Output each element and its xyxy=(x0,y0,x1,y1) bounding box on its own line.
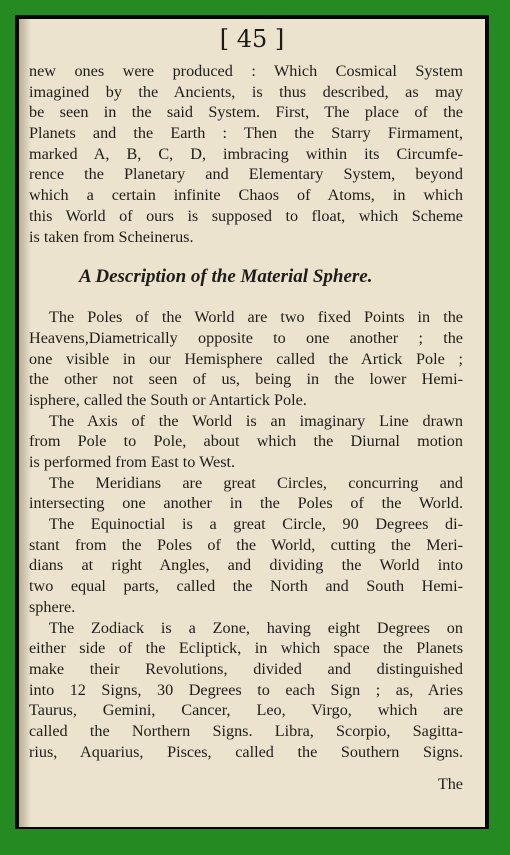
text-line: into 12 Signs, 30 Degrees to each Sign ; as, Aries xyxy=(29,680,463,699)
text-line: called the Northern Signs. Libra, Scorpio, Sagitta- xyxy=(29,721,463,740)
section-heading: A Description of the Material Sphere. xyxy=(79,266,373,288)
text-line: the other not seen of us, being in the lower Hemi- xyxy=(29,370,463,389)
text-line: is performed from East to West. xyxy=(29,453,236,471)
text-line: marked A, B, C, D, imbracing within its Circumfe- xyxy=(29,144,463,163)
text-line: from Pole to Pole, about which the Diurnal motion xyxy=(29,432,463,451)
text-line: one visible in our Hemisphere called the Artick Pole ; xyxy=(29,349,463,368)
text-line: two equal parts, called the North and South Hemi- xyxy=(29,577,463,596)
book-page xyxy=(19,19,485,827)
catchword: The xyxy=(437,775,463,793)
text-line: Planets and the Earth : Then the Starry Firmament, xyxy=(29,124,463,143)
text-line: Heavens,Diametrically opposite to one another ; the xyxy=(29,328,463,347)
text-line: The Zodiack is a Zone, having eight Degrees on xyxy=(49,618,463,637)
page-number: [ 45 ] xyxy=(219,25,285,53)
text-line: this World of ours is supposed to float, which Scheme xyxy=(29,206,463,225)
text-line: dians at right Angles, and dividing the World into xyxy=(29,556,463,575)
text-line: imagined by the Ancients, is thus described, as may xyxy=(29,82,463,101)
page-text xyxy=(29,61,463,762)
text-line: Taurus, Gemini, Cancer, Leo, Virgo, which are xyxy=(29,701,463,720)
text-line: new ones were produced : Which Cosmical System xyxy=(29,62,463,80)
text-line: either side of the Ecliptick, in which space the Planets xyxy=(29,639,463,658)
text-line: The Meridians are great Circles, concurring and xyxy=(49,473,463,492)
text-line: stant from the Poles of the World, cutting the Meri- xyxy=(29,535,463,554)
text-line: is taken from Scheinerus. xyxy=(29,227,194,246)
text-line: The Axis of the World is an imaginary Line drawn xyxy=(49,411,463,430)
text-line: The Equinoctial is a great Circle, 90 Degrees di- xyxy=(49,515,463,534)
text-line: be seen in the said System. First, The place of the xyxy=(29,103,463,122)
text-line: which a certain infinite Chaos of Atoms, in which xyxy=(29,186,463,205)
text-line: sphere. xyxy=(29,597,76,616)
text-line: intersecting one another in the Poles of the World. xyxy=(29,494,463,513)
text-line: rence the Planetary and Elementary System, beyond xyxy=(29,165,463,184)
text-line: rius, Aquarius, Pisces, called the Southern Signs. xyxy=(29,742,463,761)
text-line: isphere, called the South or Antartick Pole. xyxy=(29,390,307,409)
text-line: make their Revolutions, divided and distinguished xyxy=(29,659,463,678)
text-line: The Poles of the World are two fixed Points in the xyxy=(49,308,463,327)
